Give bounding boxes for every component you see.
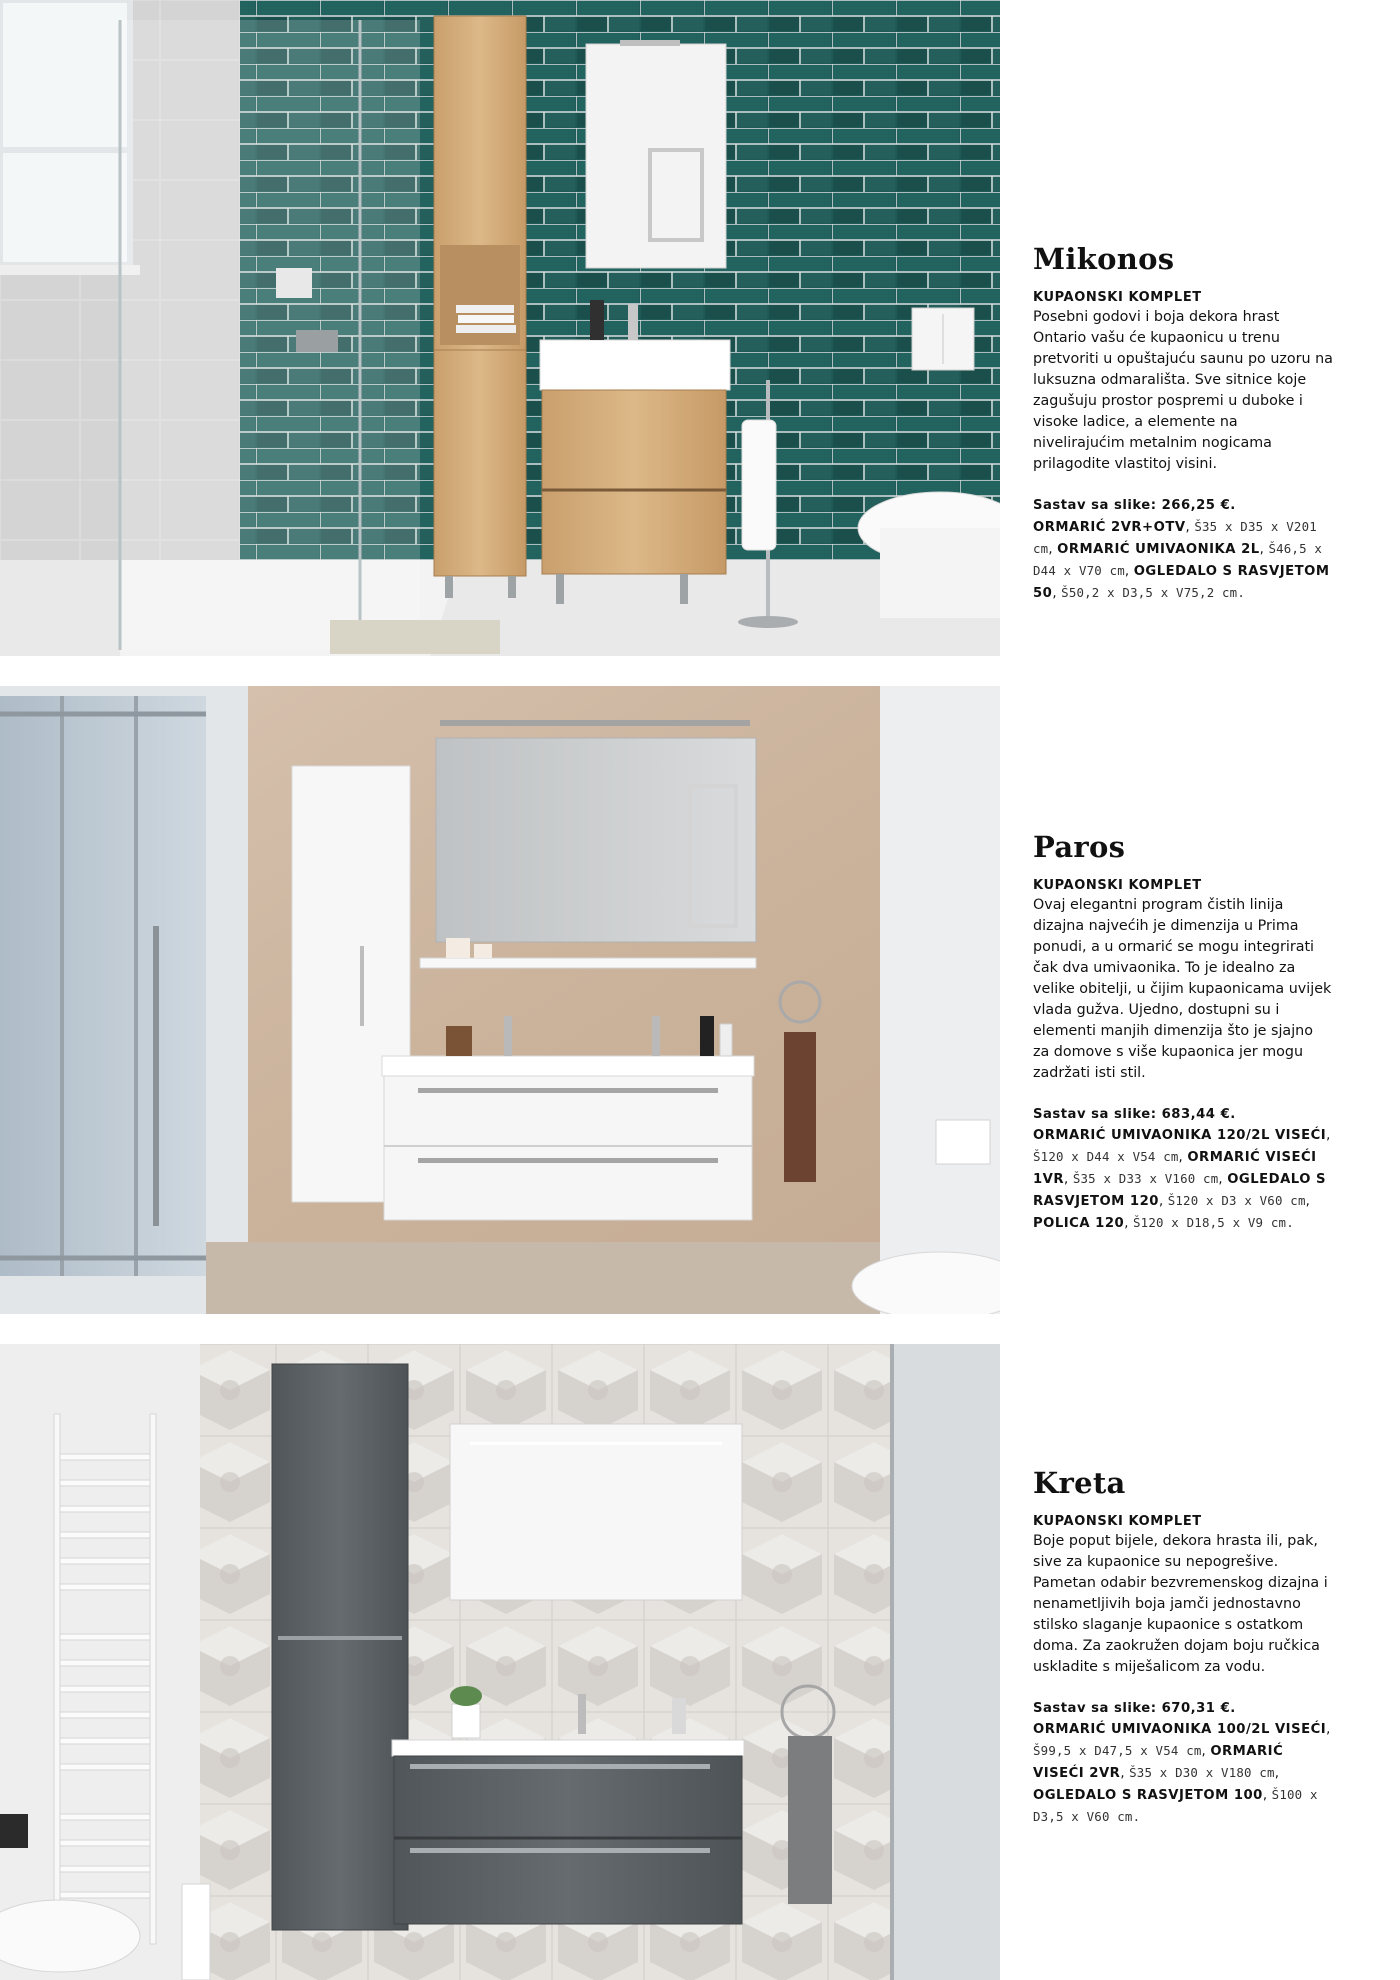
item-dims: Š35 x D33 x V160 cm [1072, 1171, 1219, 1186]
item-dims: Š99,5 x D47,5 x V54 cm [1033, 1743, 1202, 1758]
product-name: Kreta [1033, 1466, 1126, 1500]
item-name: ORMARIĆ UMIVAONIKA 2L [1057, 542, 1260, 557]
product-name: Paros [1033, 830, 1126, 864]
item-dims: Š120 x D44 x V54 cm [1033, 1149, 1179, 1164]
kreta-photo [0, 1344, 1000, 1980]
product-spec: Sastav sa slike: 683,44 €. ORMARIĆ UMIVAONIKA 120/2L VISEĆI, Š120 x D44 x V54 cm, ORMARIĆ VISEĆI 1VR, Š35 x D33 x V160 cm, OGLEDALO S RASVJETOM 120, Š120 x D3 x V60 cm, POLICA 120, Š120 x D18,5 x V9 cm. [1033, 1107, 1331, 1231]
item-name: ORMARIĆ VISEĆI 1VR [1033, 1150, 1317, 1187]
product-mikonos [1033, 242, 1333, 604]
item-name: OGLEDALO S RASVJETOM 100 [1033, 1788, 1263, 1803]
item-dims: Š120 x D18,5 x V9 cm. [1133, 1215, 1294, 1230]
product-description: Posebni godovi i boja dekora hrast Ontario vašu će kupaonicu u trenu pretvoriti u opuštajuću saunu po uzoru na luksuzna odmarališta. Sve sitnice koje zagušuju prostor pospremi u duboke i visoke ladice, a elemente na nivelirajućim metalnim nogicama prilagodite vlastitoj visini. [1033, 309, 1333, 472]
product-description: Ovaj elegantni program čistih linija dizajna najvećih je dimenzija u Prima ponudi, a u ormarić se mogu integrirati čak dva umivaonika. To je idealno za velike obitelji, u čijim kupaonicama uvijek vlada gužva. Ujedno, dostupni su i elementi manjih dimenzija što je sjajno za domove s više kupaonica jer mogu zadržati isti stil. [1033, 897, 1332, 1081]
mikonos-photo [0, 0, 1000, 656]
product-kreta [1033, 1466, 1333, 1828]
price-line: Sastav sa slike: 683,44 €. [1033, 1107, 1236, 1122]
item-name: ORMARIĆ UMIVAONIKA 100/2L VISEĆI [1033, 1722, 1327, 1737]
product-category: KUPAONSKI KOMPLET [1033, 878, 1202, 893]
product-category: KUPAONSKI KOMPLET [1033, 1514, 1202, 1529]
paros-photo [0, 686, 1000, 1314]
item-name: OGLEDALO S RASVJETOM 50 [1033, 564, 1330, 601]
item-dims: Š100 x D3,5 x V60 cm. [1033, 1787, 1318, 1824]
product-description: Boje poput bijele, dekora hrasta ili, pak, sive za kupaonice su nepogrešive. Pametan odabir bezvremenskog dizajna i nenametljivih boja jamči jednostavno stilsko slaganje kupaonice s ostatkom doma. Za zaokružen dojam boju ručkica uskladite s miješalicom za vodu. [1033, 1533, 1328, 1675]
item-dims: Š46,5 x D44 x V70 cm [1033, 541, 1323, 578]
price-line: Sastav sa slike: 670,31 €. [1033, 1701, 1236, 1716]
product-category: KUPAONSKI KOMPLET [1033, 290, 1202, 305]
item-name: ORMARIĆ 2VR+OTV [1033, 520, 1186, 535]
item-dims: Š35 x D35 x V201 cm [1033, 519, 1317, 556]
product-spec: Sastav sa slike: 266,25 €. ORMARIĆ 2VR+OTV, Š35 x D35 x V201 cm, ORMARIĆ UMIVAONIKA 2L, Š46,5 x D44 x V70 cm, OGLEDALO S RASVJETOM 50, Š50,2 x D3,5 x V75,2 cm. [1033, 498, 1330, 601]
price-line: Sastav sa slike: 266,25 €. [1033, 498, 1236, 513]
item-name: ORMARIĆ VISEĆI 2VR [1033, 1744, 1284, 1781]
product-spec: Sastav sa slike: 670,31 €. ORMARIĆ UMIVAONIKA 100/2L VISEĆI, Š99,5 x D47,5 x V54 cm, ORMARIĆ VISEĆI 2VR, Š35 x D30 x V180 cm, OGLEDALO S RASVJETOM 100, Š100 x D3,5 x V60 cm. [1033, 1701, 1331, 1824]
item-dims: Š50,2 x D3,5 x V75,2 cm. [1061, 585, 1245, 600]
product-paros [1033, 830, 1333, 1234]
item-name: POLICA 120 [1033, 1216, 1125, 1231]
item-name: ORMARIĆ UMIVAONIKA 120/2L VISEĆI [1033, 1128, 1327, 1143]
item-dims: Š35 x D30 x V180 cm [1129, 1765, 1275, 1780]
item-dims: Š120 x D3 x V60 cm [1167, 1193, 1306, 1208]
product-name: Mikonos [1033, 242, 1175, 276]
item-name: OGLEDALO S RASVJETOM 120 [1033, 1172, 1327, 1209]
